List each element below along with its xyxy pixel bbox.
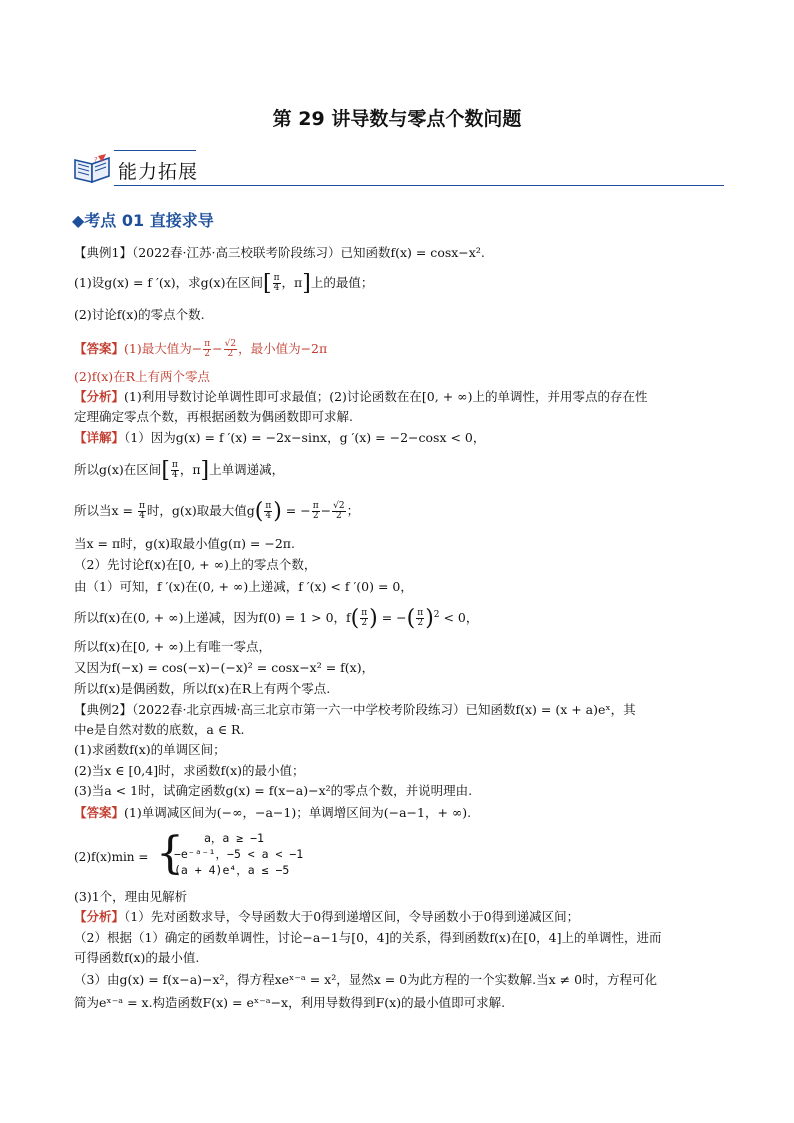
fraction-pi-2: $\frac{\pi}{2}$ xyxy=(312,501,319,521)
fraction-pi-4: $\frac{\pi}{4}$ xyxy=(171,460,178,480)
ex2-analysis-4: （3）由g(x) = f(x−a)−x²，得方程xeˣ⁻ᵃ = x²，显然x = 0为此方程的一个实数解.当x ≠ 0时，方程可化 xyxy=(74,972,658,987)
case-1: a，a ≥ −1 xyxy=(204,831,264,845)
ex1-detail-6: 由（1）可知，f ′(x)在(0, + ∞)上递减，f ′(x) < f ′(0) = 0， xyxy=(74,579,413,594)
analysis-tag: 【分析】 xyxy=(74,389,125,404)
ex1-answer-2: (2)f(x)在R上有两个零点 xyxy=(74,369,211,384)
detail-2b: 上单调递减， xyxy=(209,462,285,477)
answer-tag: 【答案】 xyxy=(74,341,125,356)
ex2-answer-1 xyxy=(74,804,471,821)
ex1-head: 【典例1】（2022春·江苏·高三校联考阶段练习）已知函数f(x) = cosx−x². xyxy=(74,245,485,260)
case-3: (a + 4)e⁴，a ≤ −5 xyxy=(174,863,290,877)
answer-1a: (1)最大值为− xyxy=(124,341,203,356)
ex2-q3: (3)当a < 1时，试确定函数g(x) = f(x−a)−x²的零点个数，并说明理由. xyxy=(74,783,473,798)
ex2-analysis-2: （2）根据（1）确定的函数单调性，讨论−a−1与[0，4]的关系，得到函数f(x)在[0，4]上的单调性，进而 xyxy=(74,930,662,945)
ex1-detail-9: 又因为f(−x) = cos(−x)−(−x)² = cosx−x² = f(x)， xyxy=(74,660,375,675)
ex1-q1-tail: 上的最值； xyxy=(310,275,374,290)
answer-tag: 【答案】 xyxy=(74,805,125,820)
ex1-detail-7: 所以f(x)在(0, + ∞)上递减，因为f(0) = 1 > 0，f( $\frac{\pi}{2}$ ) = −( $\frac{\pi}{2}$ )$^2$ < 0， xyxy=(74,606,479,632)
banner-top-rule xyxy=(114,150,196,151)
ex1-detail-5: （2）先讨论f(x)在[0, + ∞)上的零点个数， xyxy=(74,557,317,572)
detail-tag: 【详解】 xyxy=(74,430,125,445)
fraction-pi-4: $\frac{\pi}{4}$ xyxy=(265,501,272,521)
banner-label: 能力拓展 xyxy=(118,161,199,183)
ex2-q1: (1)求函数f(x)的单调区间； xyxy=(74,742,226,757)
ex2-head-2: 中e是自然对数的底数，a ∈ R. xyxy=(74,722,245,737)
ex1-detail-10: 所以f(x)是偶函数，所以f(x)在R上有两个零点. xyxy=(74,681,331,696)
analysis-tag: 【分析】 xyxy=(74,909,125,924)
ex1-detail-3: 所以当x = $\frac{\pi}{4}$ 时，g(x)取最大值g( $\frac{\pi}{4}$ ) = − $\frac{\pi}{2}$ − $\frac{√2}{2}$ ； xyxy=(74,499,360,524)
detail-1: （1）因为g(x) = f ′(x) = −2x−sinx，g ′(x) = −2−cosx < 0， xyxy=(124,430,486,445)
piecewise-brace: { xyxy=(156,828,184,879)
ex1-analysis-1 xyxy=(74,388,647,405)
ex1-q2: (2)讨论f(x)的零点个数. xyxy=(74,307,205,322)
ex1-detail-2: 所以g(x)在区间[ $\frac{\pi}{4}$ ，π]上单调递减， xyxy=(74,458,285,483)
frac-num: π xyxy=(204,339,211,349)
bracket-open: [ xyxy=(262,271,272,296)
ex1-q1-text: (1)设g(x) = f ′(x)，求g(x)在区间 xyxy=(74,275,263,290)
fraction-sqrt2-2: $\frac{√2}{2}$ xyxy=(333,501,345,521)
piecewise-label: (2)f(x)min = xyxy=(74,850,149,864)
ex2-analysis-1: 【分析】（1）先对函数求导，令导函数大于0得到递增区间，令导函数小于0得到递减区间； xyxy=(74,909,580,924)
ex1-q1 xyxy=(74,271,374,296)
ex1-analysis-2: 定理确定零点个数，再根据函数为偶函数即可求解. xyxy=(74,409,353,424)
analysis-1: (1)利用导数讨论单调性即可求最值；(2)讨论函数在在[0, + ∞)上的单调性，并用零点的存在性 xyxy=(124,389,648,404)
comma-pi: ，π xyxy=(281,275,303,290)
page-title: 第 29 讲导数与零点个数问题 xyxy=(272,108,522,130)
case-2: −e⁻ᵃ⁻¹，−5 < a < −1 xyxy=(174,847,304,861)
fraction-sqrt2-2 xyxy=(224,340,237,359)
detail-2a: 所以g(x)在区间 xyxy=(74,462,162,477)
section-banner xyxy=(72,148,724,188)
answer-1: (1)单调减区间为(−∞，−a−1)；单调增区间为(−a−1，+ ∞). xyxy=(124,805,472,820)
frac-num: π xyxy=(273,273,280,283)
frac-den: 4 xyxy=(273,283,280,293)
banner-rule xyxy=(114,185,724,186)
ex2-analysis-5: 简为eˣ⁻ᵃ = x.构造函数F(x) = eˣ⁻ᵃ−x，利用导数得到F(x)的最小值即可求解. xyxy=(74,995,506,1010)
book-icon xyxy=(72,152,114,184)
ex1-answer-1: 【答案】(1)最大值为− $\frac{\pi}{2}$ − $\frac{√2}{2}$ ，最小值为−2π xyxy=(74,339,328,359)
section-heading: ◆考点 01 直接求导 xyxy=(72,211,214,230)
fraction-pi-4: $\frac{\pi}{4}$ xyxy=(138,501,145,521)
fraction-pi-2: $\frac{\pi}{2}$ xyxy=(417,608,424,629)
fraction-pi-4 xyxy=(273,274,281,293)
frac-den: 2 xyxy=(227,349,234,359)
ex1-detail-4: 当x = π时，g(x)取最小值g(π) = −2π. xyxy=(74,536,295,551)
svg-text:?: ? xyxy=(94,156,98,164)
frac-den: 2 xyxy=(204,349,211,359)
frac-num: √2 xyxy=(224,339,237,349)
answer-1b: ，最小值为−2π xyxy=(238,341,328,356)
fraction-pi-2: $\frac{\pi}{2}$ xyxy=(361,608,368,629)
ex2-analysis-3: 可得函数f(x)的最小值. xyxy=(74,950,200,965)
ex1-detail-1 xyxy=(74,429,485,446)
ex1-detail-8: 所以f(x)在[0, + ∞)上有唯一零点， xyxy=(74,639,271,654)
ex2-answer-3: (3)1个，理由见解析 xyxy=(74,889,188,904)
bracket-close: ] xyxy=(302,271,311,296)
fraction-pi-2 xyxy=(203,340,211,359)
ex2-q2: (2)当x ∈ [0,4]时，求函数f(x)的最小值； xyxy=(74,763,305,778)
ex2-head-1: 【典例2】（2022春·北京西城·高三北京市第一六一中学校考阶段练习）已知函数f(x) = (x + a)eˣ，其 xyxy=(74,702,636,717)
